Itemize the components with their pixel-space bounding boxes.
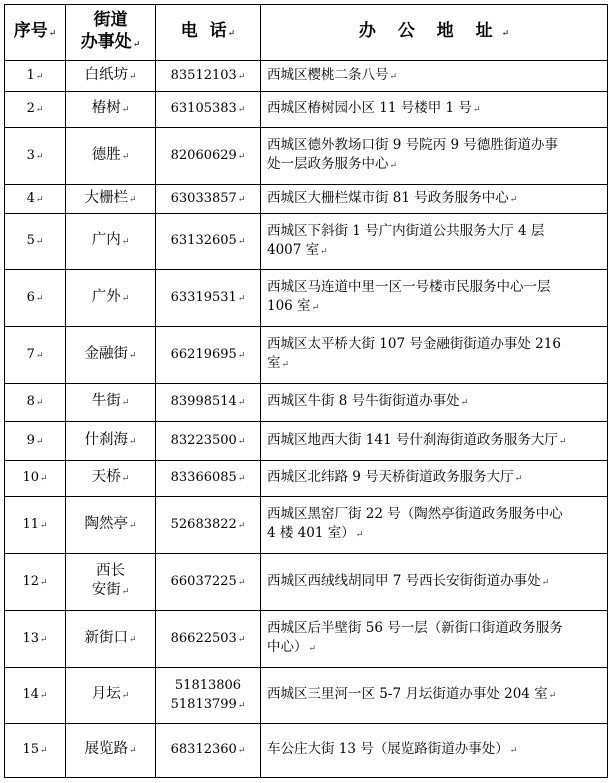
cell-text: 展览路 [84,741,128,757]
office-address: 西城区马连道中里一区一号楼市民服务中心一层 106 室↵ [261,270,608,327]
cell-text: 西城区下斜街 1 号广内街道公共服务大厅 4 层 [267,222,545,239]
phone-number: 63105383↵ [156,92,261,128]
cell-text: 83223500 [170,432,237,448]
street-office-name: 牛街↵ [66,384,156,422]
cell-text: 月坛 [91,686,121,702]
office-address: 西城区北纬路 9 号天桥街道政务服务大厅↵ [261,461,608,497]
office-address: 西城区下斜街 1 号广内街道公共服务大厅 4 层 4007 室↵ [261,214,608,270]
cell-text: 西城区西绒线胡同甲 7 号西长安街街道办事处 [267,572,541,589]
phone-number: 66037225↵ [156,554,261,611]
cell-text: 大栅栏 [84,189,128,206]
office-address: 车公庄大街 13 号（展览路街道办事处）↵ [261,724,608,778]
table-row [5,61,608,92]
phone-number: 83998514↵ [156,384,261,422]
street-office-name: 展览路↵ [66,724,156,778]
cell-text: 83366085 [170,470,237,485]
office-address: 西城区德外教场口街 9 号院丙 9 号德胜街道办事 处一层政务服务中心↵ [261,128,608,185]
cell-text: 52683822 [170,516,237,532]
cell-text: 11 [22,516,39,532]
street-office-name: 广内↵ [66,214,156,270]
street-office-name: 椿树↵ [66,92,156,128]
table-row [5,384,608,422]
office-address: 西城区樱桃二条八号↵ [261,61,608,92]
cell-text: 广外 [91,288,121,305]
row-number: 10↵ [5,461,66,497]
cell-text: 陶然亭 [84,515,128,532]
street-office-name: 新街口↵ [66,611,156,668]
cell-text: 12 [22,573,39,589]
cell-text: 9 [26,432,35,448]
cell-text: 4007 室 [267,241,320,258]
cell-text: 1 [26,67,35,83]
cell-text: 室 [267,355,281,371]
table-row [5,461,608,497]
header-street: 街道 办事处↵ [66,5,156,61]
cell-text: 6 [26,289,35,305]
cell-text: 金融街 [84,345,128,362]
phone-number: 63033857↵ [156,185,261,214]
cell-text: 牛街 [91,393,121,409]
cell-text: 西城区三里河一区 5-7 月坛街道办事处 204 室 [267,686,548,702]
table-header-row [5,5,608,61]
cell-text: 白纸坊 [84,66,128,83]
cell-text: 4 [26,190,35,206]
street-office-name: 金融街↵ [66,327,156,384]
street-office-name: 陶然亭↵ [66,497,156,554]
table-row [5,128,608,185]
cell-text: 新街口 [84,629,128,646]
cell-text: 西城区马连道中里一区一号楼市民服务中心一层 [267,279,551,295]
cell-text: 66037225 [170,573,237,589]
cell-text: 西城区太平桥大街 107 号金融街街道办事处 216 [267,336,561,352]
row-number: 14↵ [5,668,66,724]
cell-text: 处一层政务服务中心 [267,156,389,172]
row-number: 11↵ [5,497,66,554]
cell-text: 83998514 [170,394,237,409]
phone-number: 83366085↵ [156,461,261,497]
row-number: 15↵ [5,724,66,778]
cell-text: 7 [26,346,35,362]
table-row [5,92,608,128]
header-no: 序号↵ [5,5,66,61]
cell-text: 106 室 [267,298,311,314]
table-row [5,214,608,270]
cell-text: 安街 [91,582,121,598]
cell-text: 西城区椿树园小区 11 号楼甲 1 号 [267,100,472,116]
row-number: 4↵ [5,185,66,214]
office-address: 西城区地西大街 141 号什刹海街道政务服务大厅↵ [261,422,608,461]
cell-text: 广内 [91,232,121,248]
cell-text: 西城区黑窑厂街 22 号（陶然亭街道政务服务中心 [267,506,563,522]
row-number: 3↵ [5,128,66,185]
cell-text: 51813806 [174,677,242,693]
cell-text: 西城区大栅栏煤市街 81 号政务服务中心 [267,189,509,206]
cell-text: 8 [26,394,35,409]
phone-number: 68312360↵ [156,724,261,778]
row-number: 2↵ [5,92,66,128]
cell-text: 西城区樱桃二条八号 [267,66,389,83]
office-address: 西城区太平桥大街 107 号金融街街道办事处 216 室↵ [261,327,608,384]
street-office-name: 西长 安街↵ [66,554,156,611]
table-row [5,668,608,724]
header-address: 办 公 地 址↵ [261,5,608,61]
cell-text: 68312360 [170,742,237,757]
phone-number: 52683822↵ [156,497,261,554]
table-row [5,422,608,461]
phone-number: 51813806 51813799↵ [156,668,261,724]
street-office-name: 月坛↵ [66,668,156,724]
table-row [5,185,608,214]
cell-text: 15 [22,742,39,757]
table-row [5,724,608,778]
phone-number: 82060629↵ [156,128,261,185]
office-address: 西城区牛街 8 号牛街街道办事处↵ [261,384,608,422]
row-number: 5↵ [5,214,66,270]
cell-text: 中心） [267,639,308,655]
cell-text: 3 [26,147,35,163]
cell-text: 4 楼 401 室） [267,525,355,541]
table-row [5,327,608,384]
office-address-table [4,4,608,778]
cell-text: 西城区牛街 8 号牛街街道办事处 [267,393,460,409]
street-office-name: 天桥↵ [66,461,156,497]
row-number: 12↵ [5,554,66,611]
row-number: 8↵ [5,384,66,422]
header-phone: 电 话↵ [156,5,261,61]
row-number: 13↵ [5,611,66,668]
cell-text: 51813799 [170,696,237,712]
cell-text: 82060629 [170,147,237,163]
office-address: 西城区三里河一区 5-7 月坛街道办事处 204 室↵ [261,668,608,724]
cell-text: 86622503 [170,630,237,646]
row-number: 6↵ [5,270,66,327]
office-address: 西城区后半壁街 56 号一层（新街口街道政务服务 中心）↵ [261,611,608,668]
phone-number: 66219695↵ [156,327,261,384]
table-row [5,611,608,668]
cell-text: 德胜 [91,146,121,163]
office-address: 西城区椿树园小区 11 号楼甲 1 号↵ [261,92,608,128]
table-row [5,270,608,327]
phone-number: 83223500↵ [156,422,261,461]
cell-text: 63033857 [170,190,237,206]
table-row [5,554,608,611]
phone-number: 86622503↵ [156,611,261,668]
cell-text: 天桥 [91,469,121,485]
street-office-name: 大栅栏↵ [66,185,156,214]
cell-text: 西城区北纬路 9 号天桥街道政务服务大厅 [267,469,514,485]
table-row [5,497,608,554]
row-number: 9↵ [5,422,66,461]
cell-text: 2 [26,101,35,116]
cell-text: 63319531 [170,289,237,305]
row-number: 1↵ [5,61,66,92]
cell-text: 63105383 [170,101,237,116]
office-address: 西城区黑窑厂街 22 号（陶然亭街道政务服务中心 4 楼 401 室）↵ [261,497,608,554]
cell-text: 椿树 [91,100,121,116]
cell-text: 83512103 [170,67,237,83]
street-office-name: 白纸坊↵ [66,61,156,92]
phone-number: 63319531↵ [156,270,261,327]
cell-text: 66219695 [170,346,237,362]
cell-text: 西城区地西大街 141 号什刹海街道政务服务大厅 [267,431,558,448]
cell-text: 5 [26,233,35,248]
row-number: 7↵ [5,327,66,384]
cell-text: 西长 [96,563,125,579]
phone-number: 63132605↵ [156,214,261,270]
office-address: 西城区大栅栏煤市街 81 号政务服务中心↵ [261,185,608,214]
street-office-name: 广外↵ [66,270,156,327]
cell-text: 63132605 [170,233,237,248]
cell-text: 10 [22,470,39,485]
cell-text: 什刹海 [84,431,128,448]
cell-text: 西城区德外教场口街 9 号院丙 9 号德胜街道办事 [267,137,558,153]
cell-text: 14 [22,687,39,702]
cell-text: 车公庄大街 13 号（展览路街道办事处） [267,741,509,757]
street-office-name: 什刹海↵ [66,422,156,461]
phone-number: 83512103↵ [156,61,261,92]
cell-text: 西城区后半壁街 56 号一层（新街口街道政务服务 [267,620,563,636]
street-office-name: 德胜↵ [66,128,156,185]
cell-text: 13 [22,630,39,646]
office-address: 西城区西绒线胡同甲 7 号西长安街街道办事处↵ [261,554,608,611]
